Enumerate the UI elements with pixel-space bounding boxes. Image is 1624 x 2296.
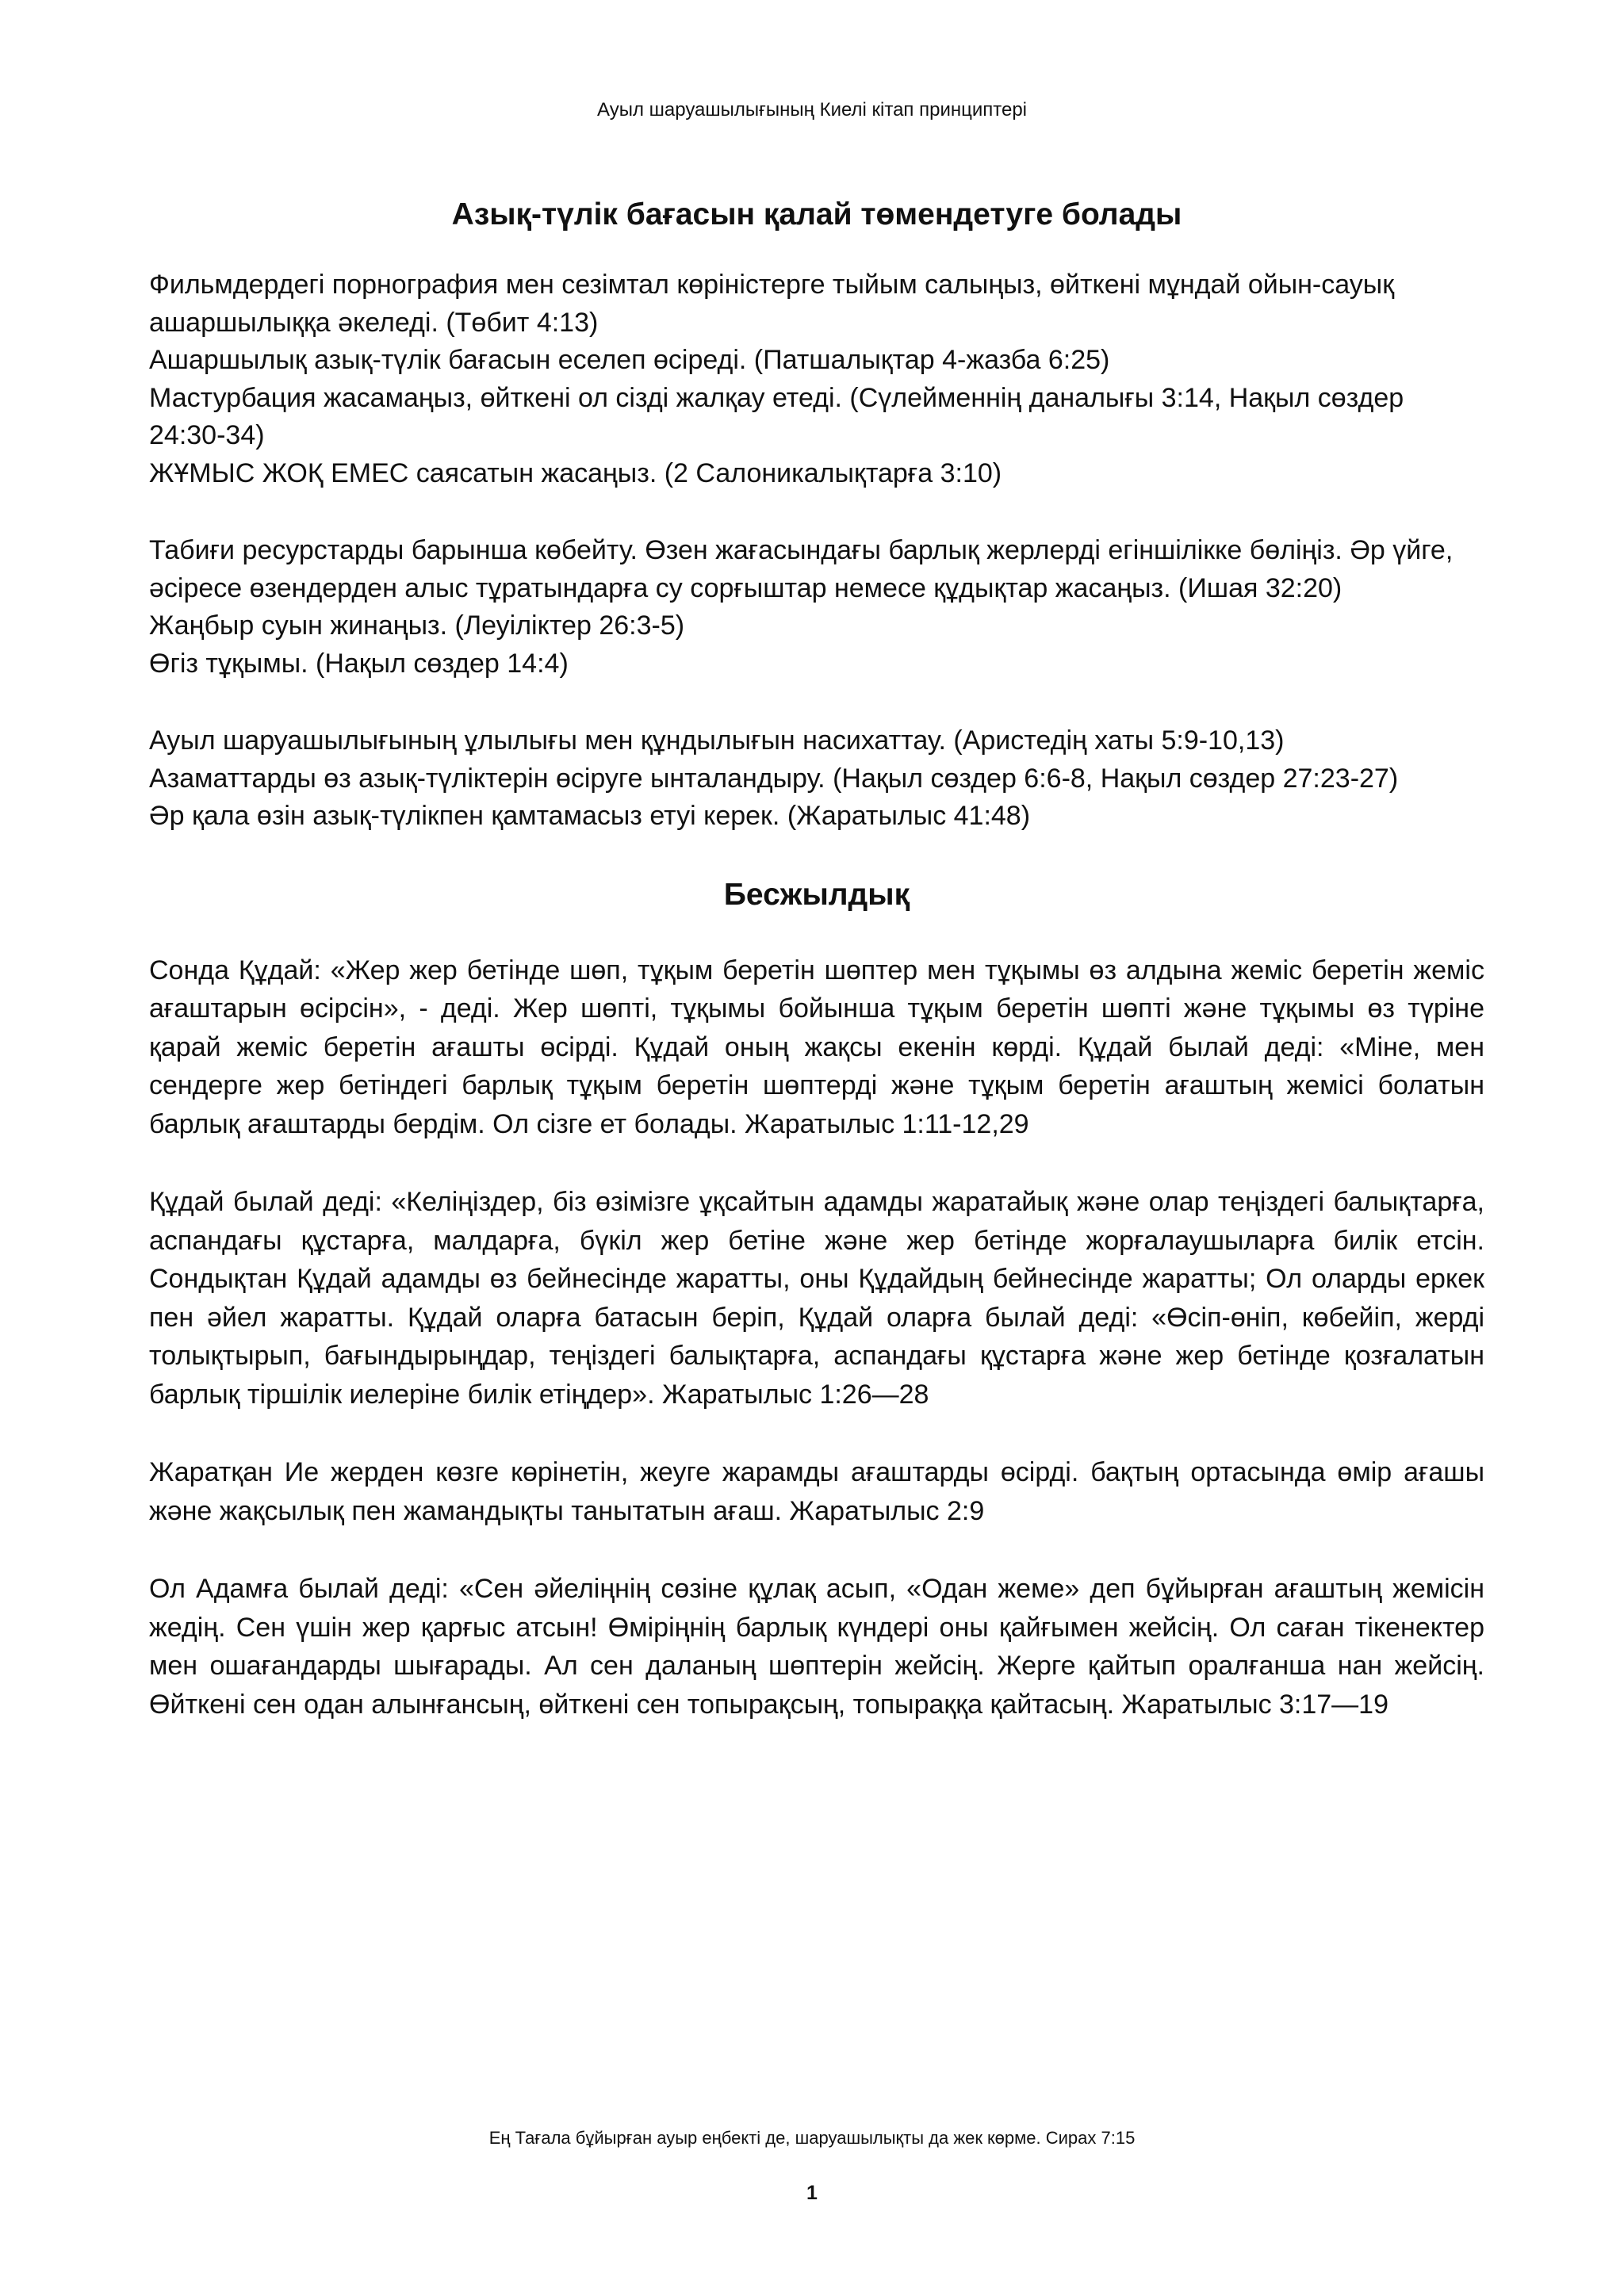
- text-line: Ауыл шаруашылығының ұлылығы мен құндылығын насихаттау. (Аристедің хаты 5:9-10,13): [149, 725, 1285, 756]
- running-footer: Ең Тағала бұйырған ауыр еңбекті де, шаруашылықты да жек көрме. Сирах 7:15: [488, 2128, 1136, 2148]
- page-content: [149, 195, 1484, 1763]
- running-header: Ауыл шаруашылығының Киелі кітап принциптері: [596, 99, 1027, 121]
- food-prices-block-2: [149, 532, 1484, 683]
- section-title-food-prices: Азық-түлік бағасын қалай төмендетуге болады: [451, 197, 1182, 232]
- scripture-paragraph: Сонда Құдай: «Жер жер бетінде шөп, тұқым беретін шөптер мен тұқымы өз алдына жеміс беретін жеміс ағаштарын өсірсін», - деді. Жер шөпті, тұқымы бойынша тұқым беретін шөпті және тұқымы өз түріне қарай жеміс беретін ағашты өсірді. Құдай оның жақсы екенін көрді. Құдай былай деді: «Міне, мен сендерге жер бетіндегі барлық тұқым беретін шөптерді және тұқым беретін ағаштың жемісі болатын барлық ағаштарды бердім. Ол сізге ет болады. Жаратылыс 1:11-12,29: [149, 955, 1484, 1139]
- food-prices-block-1: [149, 266, 1484, 492]
- scripture-paragraph: Жаратқан Ие жерден көзге көрінетін, жеуге жарамды ағаштарды өсірді. бақтың ортасында өмір ағашы және жақсылық пен жамандықты танытатын ағаш. Жаратылыс 2:9: [149, 1457, 1484, 1526]
- text-line: Мастурбация жасамаңыз, өйткені ол сізді жалқау етеді. (Сүлейменнің даналығы 3:14, Нақыл сөздер 24:30-34): [149, 382, 1404, 450]
- text-line: ЖҰМЫС ЖОҚ ЕМЕС саясатын жасаңыз. (2 Салоникалықтарға 3:10): [149, 457, 1002, 488]
- scripture-paragraph: Ол Адамға былай деді: «Сен әйеліңнің сөзіне құлақ асып, «Одан жеме» деп бұйырған ағаштың жемісін жедің. Сен үшін жер қарғыс атсын! Өміріңнің барлық күндері оны қайғымен жейсің. Ол саған тікенектер мен ошағандарды шығарады. Ал сен даланың шөптерін жейсің. Жерге қайтып оралғанша нан жейсің. Өйткені сен одан алынғансың, өйткені сен топырақсың, топыраққа қайтасың. Жаратылыс 3:17—19: [149, 1574, 1484, 1720]
- text-line: Табиғи ресурстарды барынша көбейту. Өзен жағасындағы барлық жерлерді егіншілікке бөліңіз. Әр үйге, әсіресе өзендерден алыс тұратындарға су сорғыштар немесе құдықтар жасаңыз. (Ишая 32:20): [149, 535, 1454, 603]
- text-line: Жаңбыр суын жинаңыз. (Леуіліктер 26:3-5): [149, 610, 685, 641]
- text-line: Ашаршылық азық-түлік бағасын еселеп өсіреді. (Патшалықтар 4-жазба 6:25): [149, 345, 1110, 375]
- section-title-five-year-plan: Бесжылдық: [723, 877, 910, 912]
- text-line: Өгіз тұқымы. (Нақыл сөздер 14:4): [149, 648, 569, 679]
- food-prices-block-3: [149, 722, 1484, 836]
- text-line: Фильмдердегі порнография мен сезімтал көріністерге тыйым салыңыз, өйткені мұндай ойын-сауық ашаршылыққа әкеледі. (Төбит 4:13): [149, 270, 1395, 338]
- page-number: 1: [806, 2182, 818, 2204]
- text-line: Азаматтарды өз азық-түліктерін өсіруге ынталандыру. (Нақыл сөздер 6:6-8, Нақыл сөздер 27:23-27): [149, 763, 1399, 794]
- text-line: Әр қала өзін азық-түлікпен қамтамасыз етуі керек. (Жаратылыс 41:48): [149, 801, 1031, 831]
- scripture-paragraph: Құдай былай деді: «Келіңіздер, біз өзімізге ұқсайтын адамды жаратайық және олар теңіздегі балықтарға, аспандағы құстарға, малдарға, бүкіл жер бетіне және жер бетінде жорғалаушыларға билік етсін. Сондықтан Құдай адамды өз бейнесінде жаратты, оны Құдайдың бейнесінде жаратты; Ол оларды еркек пен әйел жаратты. Құдай оларға батасын беріп, Құдай оларға былай деді: «Өсіп-өніп, көбейіп, жерді толықтырып, бағындырыңдар, теңіздегі балықтарға, аспандағы құстарға және жер бетінде қозғалатын барлық тіршілік иелеріне билік етіңдер». Жаратылыс 1:26—28: [149, 1187, 1484, 1410]
